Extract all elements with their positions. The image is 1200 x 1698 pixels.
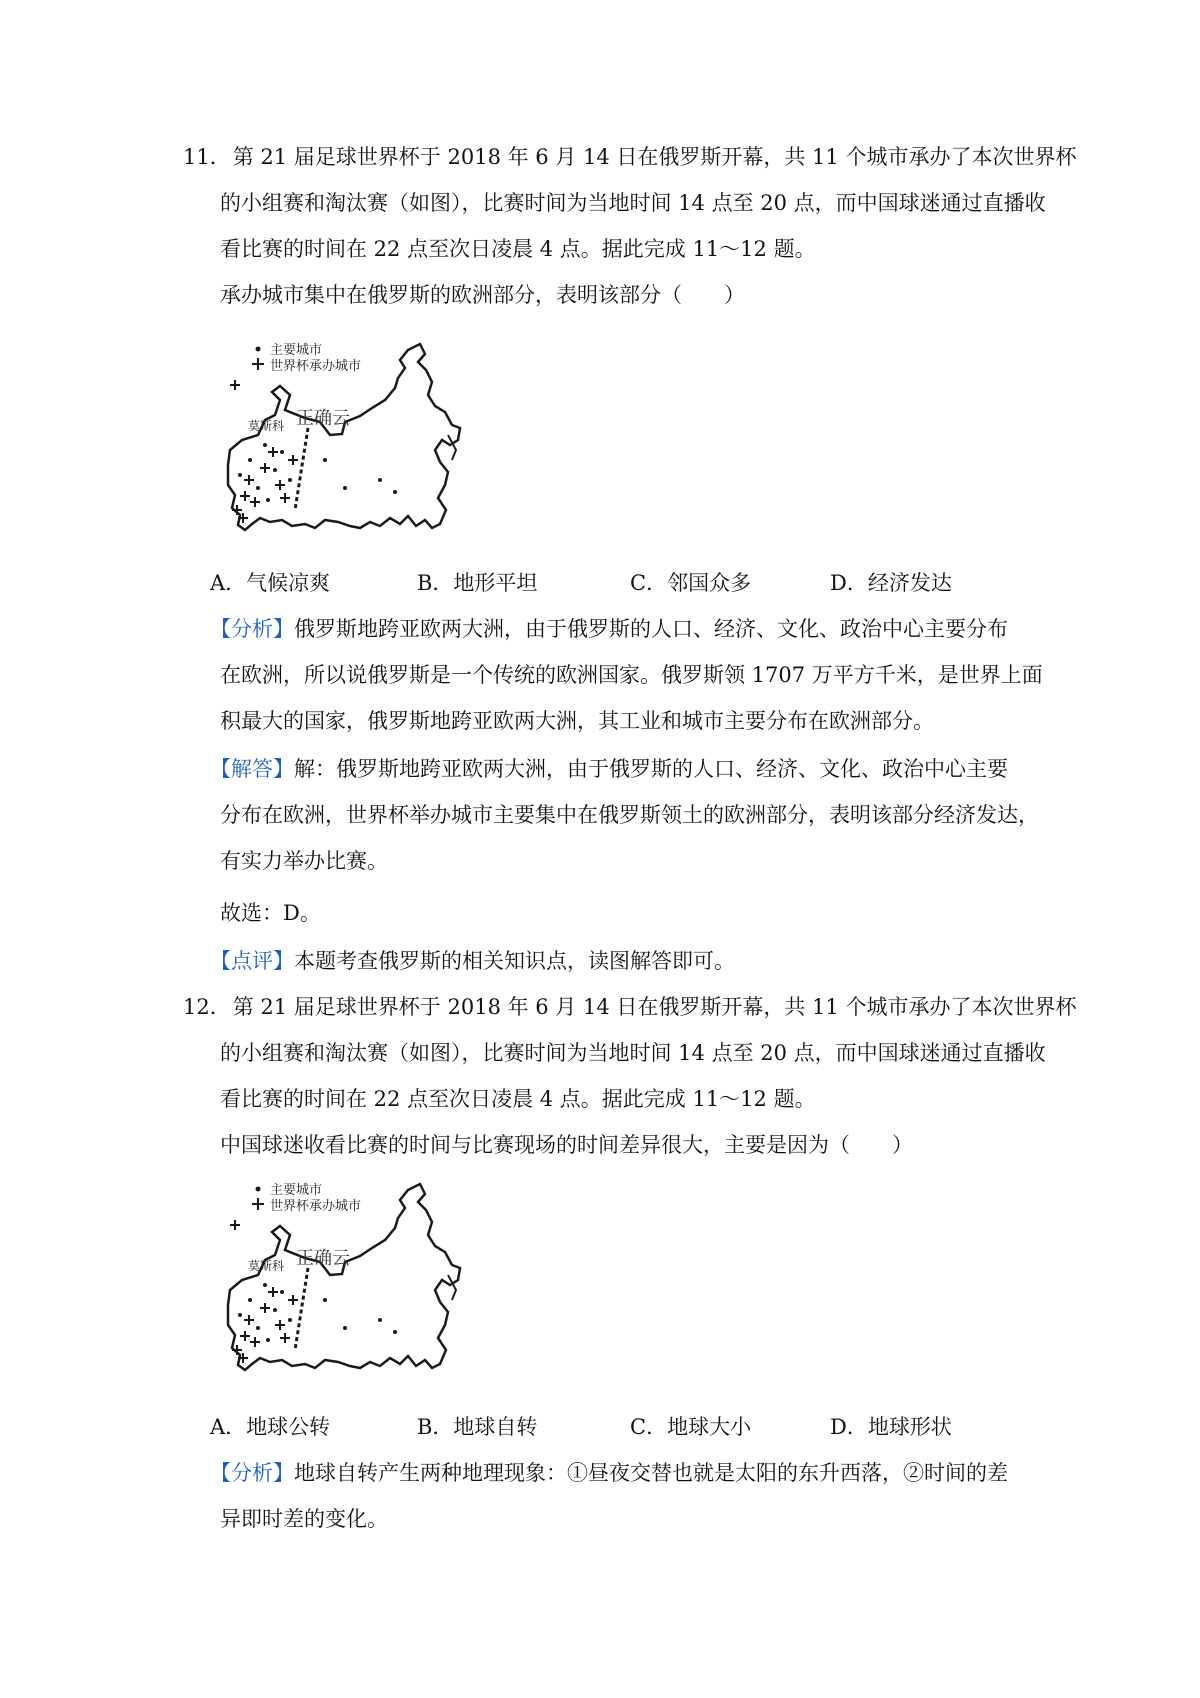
city-label-moscow: 莫斯科 bbox=[248, 419, 285, 433]
legend-main-city: 主要城市 bbox=[270, 343, 323, 358]
q11-analysis-line-3: 积最大的国家，俄罗斯地跨亚欧两大洲，其工业和城市主要分布在欧洲部分。 bbox=[220, 709, 934, 733]
q12-stem-line-1 bbox=[183, 992, 1076, 1022]
q12-option-a: A．地球公转 bbox=[210, 1415, 331, 1439]
q11-answer-tag: 【解答】 bbox=[210, 757, 294, 781]
q11-sub-question: 承办城市集中在俄罗斯的欧洲部分，表明该部分（ ） bbox=[220, 283, 745, 307]
q12-option-d: D．地球形状 bbox=[830, 1415, 952, 1439]
q11-option-d: D．经济发达 bbox=[830, 571, 952, 595]
q12-analysis-line-1 bbox=[210, 1458, 1008, 1488]
q11-analysis-text-1: 俄罗斯地跨亚欧两大洲，由于俄罗斯的人口、经济、文化、政治中心主要分布 bbox=[294, 617, 1008, 641]
q11-stem-line-2: 的小组赛和淘汰赛（如图），比赛时间为当地时间 14 点至 20 点，而中国球迷通过直播收 bbox=[220, 191, 1046, 215]
legend-main-city: 主要城市 bbox=[270, 1183, 323, 1198]
q11-answer-line-3: 有实力举办比赛。 bbox=[220, 849, 388, 873]
q11-answer-line-2: 分布在欧洲，世界杯举办城市主要集中在俄罗斯领土的欧洲部分，表明该部分经济发达， bbox=[220, 803, 1039, 827]
ural-line bbox=[295, 428, 308, 510]
q11-comment-tag: 【点评】 bbox=[210, 949, 294, 973]
q11-choice: 故选：D。 bbox=[220, 901, 321, 925]
q12-stem-line-3: 看比赛的时间在 22 点至次日凌晨 4 点。据此完成 11～12 题。 bbox=[220, 1087, 816, 1111]
main-city-dots bbox=[238, 443, 397, 502]
legend-dot-icon bbox=[256, 347, 261, 352]
q12-sub-question: 中国球迷收看比赛的时间与比赛现场的时间差异很大，主要是因为（ ） bbox=[220, 1133, 913, 1157]
q12-analysis-text-1: 地球自转产生两种地理现象：①昼夜交替也就是太阳的东升西落，②时间的差 bbox=[294, 1461, 1008, 1485]
q11-russia-map bbox=[220, 340, 480, 550]
q12-option-b: B．地球自转 bbox=[417, 1415, 538, 1439]
q12-stem-line-2: 的小组赛和淘汰赛（如图），比赛时间为当地时间 14 点至 20 点，而中国球迷通过直播收 bbox=[220, 1041, 1046, 1065]
q11-answer-line-1 bbox=[210, 754, 1008, 784]
q11-stem-line-1 bbox=[183, 142, 1076, 172]
legend-host-city: 世界杯承办城市 bbox=[270, 359, 362, 374]
q11-comment-text: 本题考查俄罗斯的相关知识点，读图解答即可。 bbox=[294, 949, 735, 973]
ural-line bbox=[295, 1268, 308, 1350]
q12-option-c: C．地球大小 bbox=[630, 1415, 752, 1439]
q12-stem-text-1: 第 21 届足球世界杯于 2018 年 6 月 14 日在俄罗斯开幕，共 11 个城市承办了本次世界杯 bbox=[232, 995, 1077, 1019]
q11-number: 11． bbox=[183, 145, 231, 169]
watermark-text: 正确云 bbox=[296, 1248, 350, 1269]
main-city-dots bbox=[238, 1283, 397, 1342]
city-label-moscow: 莫斯科 bbox=[248, 1259, 285, 1273]
q11-analysis-line-1 bbox=[210, 614, 1008, 644]
q11-analysis-tag: 【分析】 bbox=[210, 617, 294, 641]
q12-analysis-line-2: 异即时差的变化。 bbox=[220, 1507, 388, 1531]
legend-cross-icon bbox=[252, 358, 264, 370]
q11-comment-line bbox=[210, 946, 735, 976]
q12-analysis-tag: 【分析】 bbox=[210, 1461, 294, 1485]
q12-russia-map bbox=[220, 1180, 480, 1390]
q11-analysis-line-2: 在欧洲，所以说俄罗斯是一个传统的欧洲国家。俄罗斯领 1707 万平方千米，是世界上面 bbox=[220, 663, 1043, 687]
legend-host-city: 世界杯承办城市 bbox=[270, 1199, 362, 1214]
q11-stem-line-3: 看比赛的时间在 22 点至次日凌晨 4 点。据此完成 11～12 题。 bbox=[220, 237, 816, 261]
q11-option-b: B．地形平坦 bbox=[417, 571, 538, 595]
q12-number: 12． bbox=[183, 995, 231, 1019]
q11-option-a: A．气候凉爽 bbox=[210, 571, 331, 595]
legend-cross-icon bbox=[252, 1198, 264, 1210]
q11-option-c: C．邻国众多 bbox=[630, 571, 752, 595]
watermark-text: 正确云 bbox=[296, 408, 350, 429]
legend-dot-icon bbox=[256, 1187, 261, 1192]
q11-stem-text-1: 第 21 届足球世界杯于 2018 年 6 月 14 日在俄罗斯开幕，共 11 个城市承办了本次世界杯 bbox=[232, 145, 1077, 169]
q11-answer-text-1: 解：俄罗斯地跨亚欧两大洲，由于俄罗斯的人口、经济、文化、政治中心主要 bbox=[294, 757, 1008, 781]
